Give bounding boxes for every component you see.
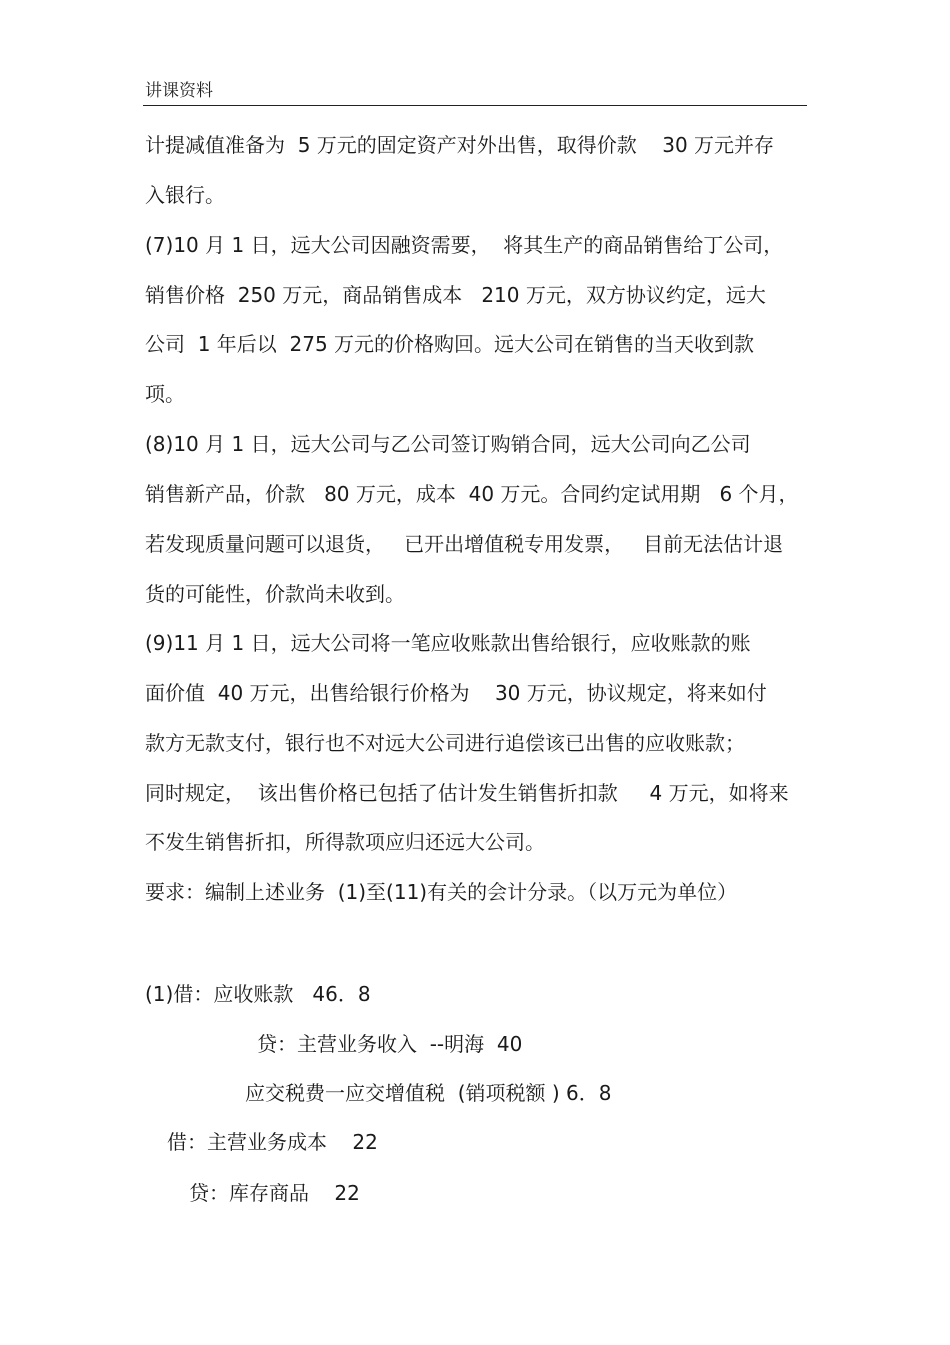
text-line: (8)10 月 1 日，远大公司与乙公司签订购销合同，远大公司向乙公司 xyxy=(145,432,751,456)
text-line: 公司 1 年后以 275 万元的价格购回。远大公司在销售的当天收到款 xyxy=(145,332,755,356)
text-line: 若发现质量问题可以退货， 已开出增值税专用发票， 目前无法估计退 xyxy=(145,532,784,556)
text-line: 计提减值准备为 5 万元的固定资产对外出售，取得价款 30 万元并存 xyxy=(145,133,775,157)
entry-line: 贷：主营业务收入 --明海 40 xyxy=(257,1032,523,1056)
text-line: 货的可能性，价款尚未收到。 xyxy=(145,582,405,606)
text-line: 款方无款支付，银行也不对远大公司进行追偿该已出售的应收账款； xyxy=(145,731,745,755)
text-line: 同时规定， 该出售价格已包括了估计发生销售折扣款 4 万元，如将来 xyxy=(145,781,789,805)
text-line: (9)11 月 1 日，远大公司将一笔应收账款出售给银行，应收账款的账 xyxy=(145,631,751,655)
text-line: 面价值 40 万元，出售给银行价格为 30 万元，协议规定，将来如付 xyxy=(145,681,767,705)
entry-line: 借：主营业务成本 22 xyxy=(167,1130,378,1154)
entry-line: (1)借：应收账款 46．8 xyxy=(145,982,371,1006)
header-divider xyxy=(143,105,807,106)
text-line: (7)10 月 1 日，远大公司因融资需要， 将其生产的商品销售给丁公司， xyxy=(145,233,784,257)
text-line: 销售价格 250 万元，商品销售成本 210 万元，双方协议约定，远大 xyxy=(145,283,766,307)
text-line: 不发生销售折扣，所得款项应归还远大公司。 xyxy=(145,830,545,854)
text-line: 销售新产品，价款 80 万元，成本 40 万元。合同约定试用期 6 个月， xyxy=(145,482,799,506)
entry-line: 应交税费一应交增值税 (销项税额 ) 6．8 xyxy=(245,1081,612,1105)
entry-line: 贷：库存商品 22 xyxy=(189,1181,360,1205)
page-header-title: 讲课资料 xyxy=(145,81,213,101)
requirement-line: 要求：编制上述业务 (1)至(11)有关的会计分录。（以万元为单位） xyxy=(145,880,738,904)
text-line: 入银行。 xyxy=(145,183,225,207)
text-line: 项。 xyxy=(145,382,185,406)
